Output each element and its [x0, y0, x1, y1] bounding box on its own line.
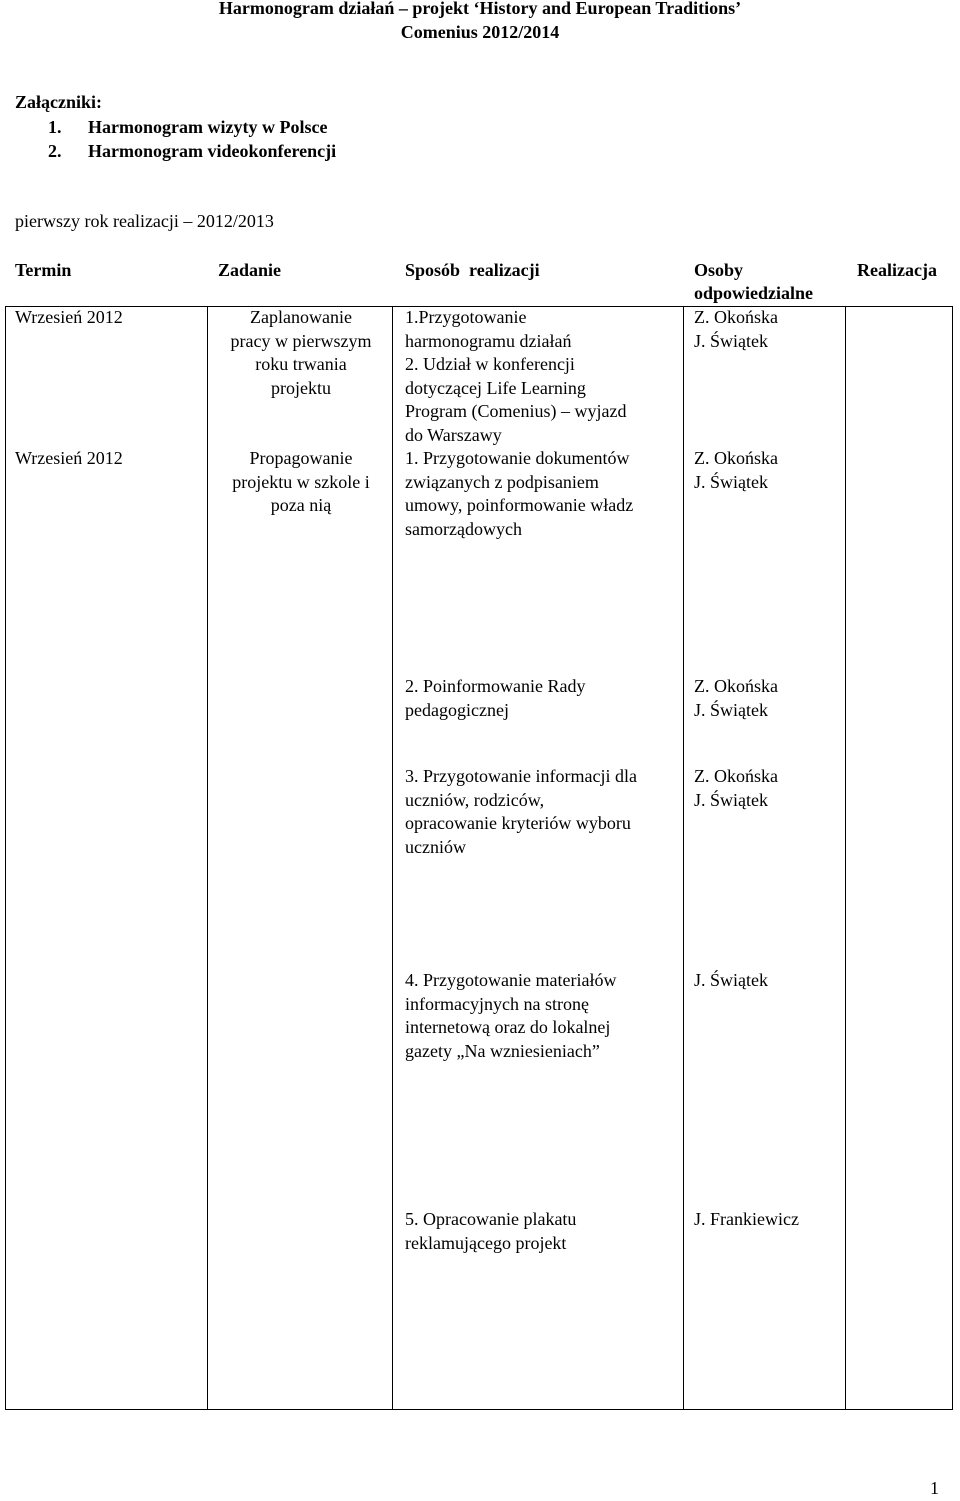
row-osoby: Z. Okońska J. Świątek: [694, 676, 778, 720]
row-osoby: J. Frankiewicz: [694, 1209, 799, 1229]
row-sposob: 5. Opracowanie plakatu reklamującego projekt: [405, 1209, 577, 1253]
row-sposob: 1. Przygotowanie dokumentów związanych z podpisaniem umowy, poinformowanie władz samorządowych: [405, 448, 634, 539]
year-label: pierwszy rok realizacji – 2012/2013: [15, 211, 274, 231]
document-subtitle: Comenius 2012/2014: [400, 22, 560, 42]
row-sposob: 4. Przygotowanie materiałów informacyjnych na stronę internetową oraz do lokalnej gazety „Na wzniesieniach”: [405, 970, 617, 1061]
row-termin: Wrzesień 2012: [15, 307, 123, 327]
row-sposob: 2. Poinformowanie Rady pedagogicznej: [405, 676, 586, 720]
row-osoby: Z. Okońska J. Świątek: [694, 448, 778, 492]
page-number: 1: [930, 1478, 939, 1498]
column-header-osoby-line2: odpowiedzialne: [694, 283, 814, 303]
attachments-list: [48, 116, 336, 164]
row-osoby: J. Świątek: [694, 970, 768, 990]
row-osoby: Z. Okońska J. Świątek: [694, 766, 778, 810]
column-header-sposob: Sposób realizacji: [405, 260, 540, 280]
column-header-zadanie: Zadanie: [218, 260, 282, 280]
row-zadanie: Propagowanie projektu w szkole i poza nią: [232, 448, 370, 515]
document-title: Harmonogram działań – projekt ‘History and European Traditions’: [218, 0, 742, 18]
attachment-item: 1. Harmonogram wizyty w Polsce: [48, 117, 328, 137]
attachments-heading: Załączniki:: [15, 92, 103, 112]
column-header-realizacja: Realizacja: [857, 260, 937, 280]
column-divider: [207, 306, 208, 1410]
column-divider: [845, 306, 846, 1410]
column-divider: [392, 306, 393, 1410]
row-termin: Wrzesień 2012: [15, 448, 123, 468]
column-header-termin: Termin: [15, 260, 72, 280]
attachment-item: 2. Harmonogram videokonferencji: [48, 141, 337, 161]
row-zadanie: Zaplanowanie pracy w pierwszym roku trwania projektu: [230, 307, 372, 398]
column-divider: [683, 306, 684, 1410]
row-osoby: Z. Okońska J. Świątek: [694, 307, 778, 351]
column-header-osoby-line1: Osoby: [694, 260, 744, 280]
row-sposob: 1.Przygotowanie harmonogramu działań 2. Udział w konferencji dotyczącej Life Learning Program (Comenius) – wyjazd do Warszawy: [405, 307, 627, 445]
row-sposob: 3. Przygotowanie informacji dla uczniów, rodziców, opracowanie kryteriów wyboru uczniów: [405, 766, 637, 857]
